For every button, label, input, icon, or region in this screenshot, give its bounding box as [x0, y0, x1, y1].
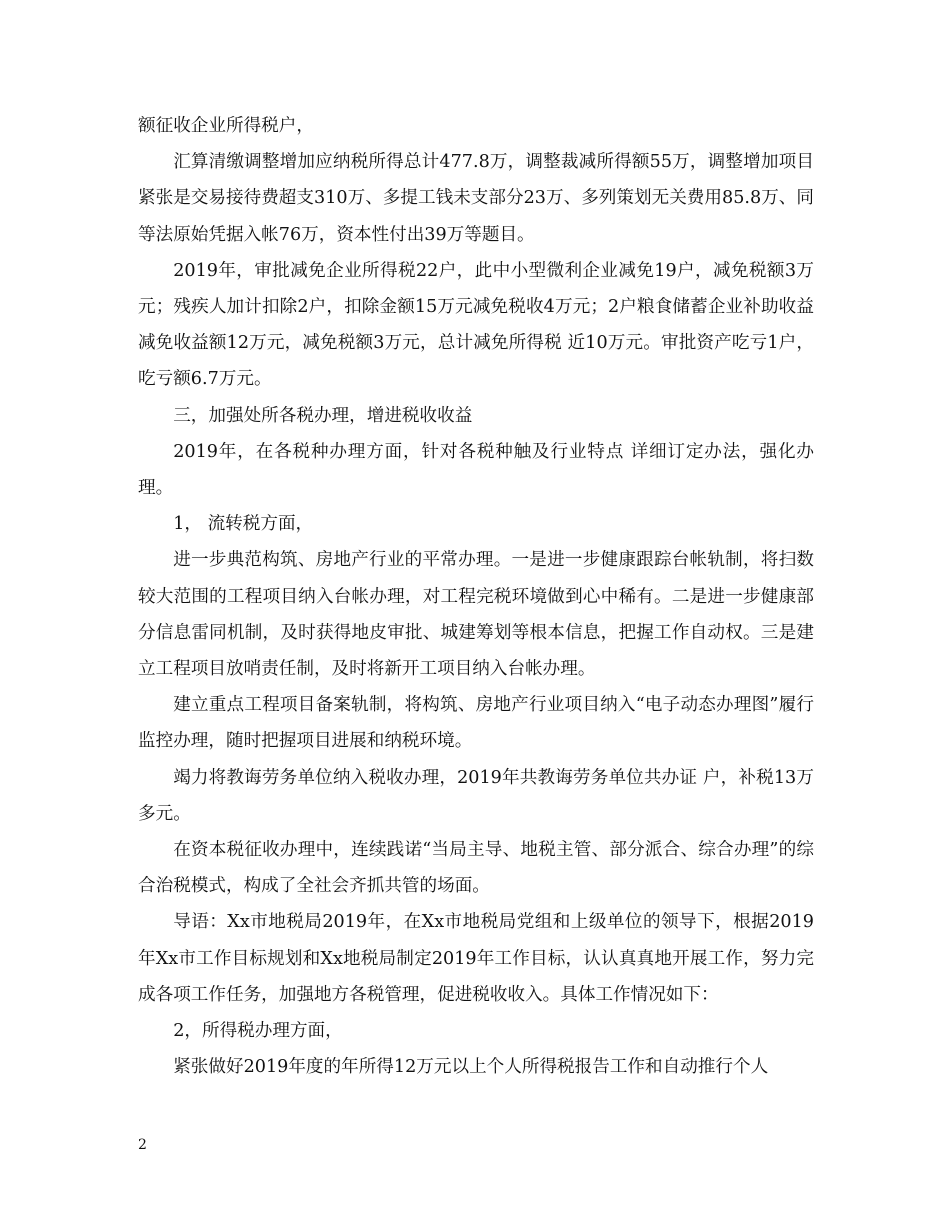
paragraph-personal-income-tax: 紧张做好2019年度的年所得12万元以上个人所得税报告工作和自动推行个人	[173, 1057, 769, 1078]
paragraph-tax-relief-2019: 2019年，审批减免企业所得税22户，此中小型微利企业减免19户，减免税额3万元；残疾人加计扣除2户，扣除金额15万元减免税收4万元；2户粮食储蓄企业补助收益减免收益额12万元，减免税额3万元，总计减免所得税 近10万元。审批资产吃亏1户，吃亏额6.7万元。	[138, 260, 814, 390]
paragraph-settlement-adjustment: 汇算清缴调整增加应纳税所得总计477.8万，调整裁减所得额55万，调整增加项目紧张是交易接待费超支310万、多提工钱未支部分23万、多列策划无关费用85.8万、同等法原始凭据入帐76万，资本性付出39万等题目。	[138, 152, 814, 245]
subheading-income-tax: 2，所得税办理方面，	[173, 1021, 343, 1042]
paragraph-tax-types-overview: 2019年，在各税种办理方面，针对各税种触及行业特点 详细订定办法，强化办理。	[138, 441, 814, 499]
paragraph-key-project-filing: 建立重点工程项目备案轨制，将构筑、房地产行业项目纳入“电子动态办理图”履行监控办理，随时把握项目进展和纳税环境。	[138, 695, 814, 752]
subheading-turnover-tax: 1， 流转税方面，	[173, 514, 314, 535]
page-number: 2	[138, 1137, 147, 1153]
document-body	[138, 108, 814, 1085]
paragraph-education-services: 竭力将教诲劳务单位纳入税收办理，2019年共教诲劳务单位共办证 户，补税13万多元。	[138, 767, 814, 824]
paragraph-construction-management: 进一步典范构筑、房地产行业的平常办理。一是进一步健康跟踪台帐轨制，将扫数较大范围的工程项目纳入台帐办理，对工程完税环境做到心中稀有。二是进一步健康部分信息雷同机制，及时获得地皮审批、城建筹划等根本信息，把握工作自动权。三是建立工程项目放哨责任制，及时将新开工项目纳入台帐办理。	[138, 550, 814, 680]
paragraph-introduction: 导语：Xx市地税局2019年，在Xx市地税局党组和上级单位的领导下，根据2019年Xx市工作目标规划和Xx地税局制定2019年工作目标，认认真真地开展工作，努力完成各项工作任务，加强地方各税管理，促进税收收入。具体工作情况如下：	[138, 912, 814, 1005]
section-heading-three: 三，加强处所各税办理，增进税收收益	[173, 405, 473, 426]
paragraph-resource-tax: 在资本税征收办理中，连续践诺“当局主导、地税主管、部分派合、综合办理”的综合治税模式，构成了全社会齐抓共管的场面。	[138, 840, 814, 897]
paragraph-continued: 额征收企业所得税户，	[138, 116, 314, 136]
